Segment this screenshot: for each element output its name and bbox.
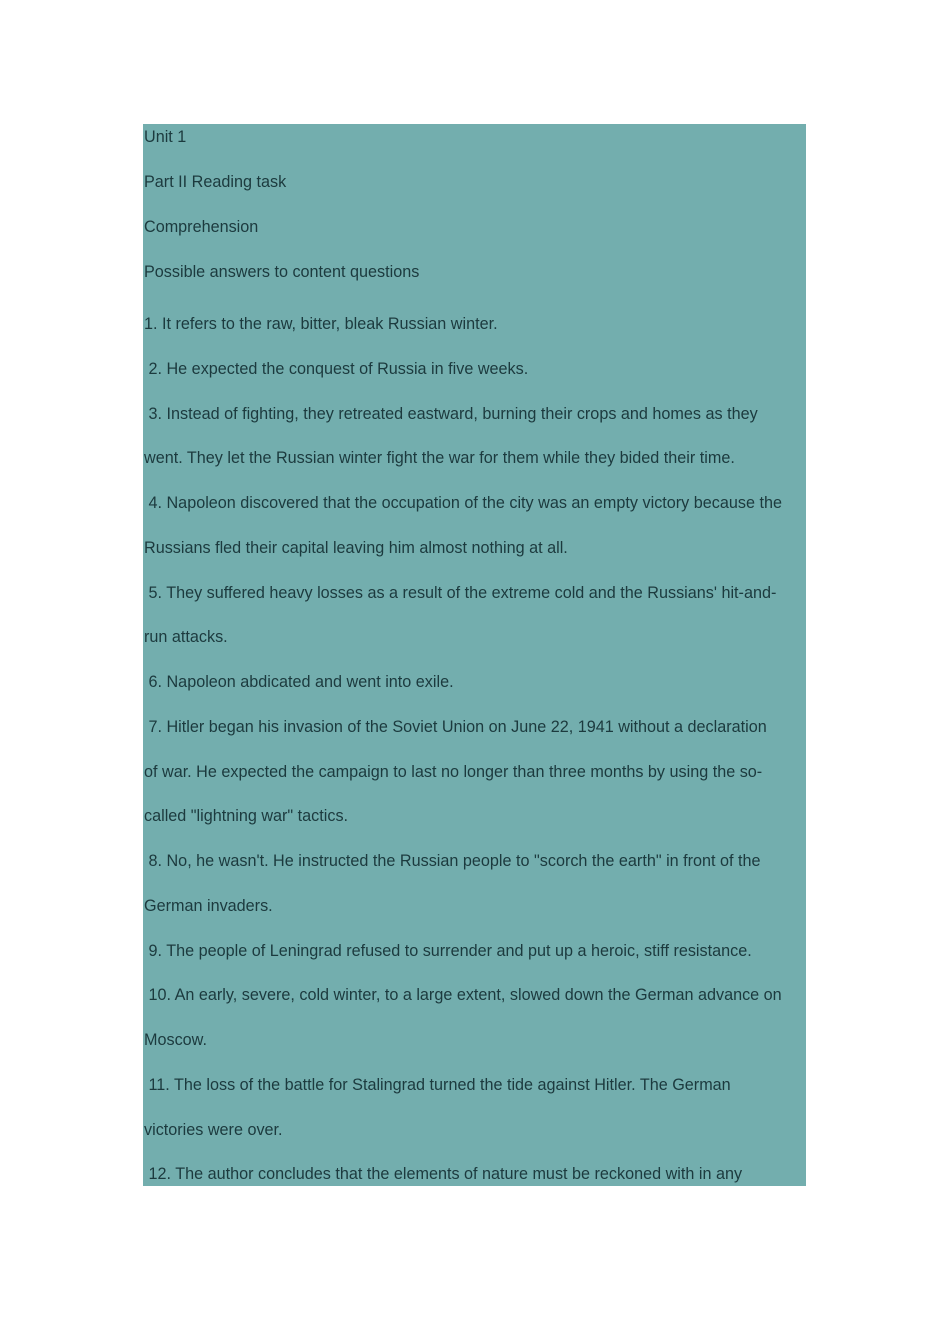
answer-8-line-1: 8. No, he wasn't. He instructed the Russian people to "scorch the earth" in front of the [144,852,761,870]
answer-4-line-1: 4. Napoleon discovered that the occupation of the city was an empty victory because the [144,494,782,512]
answer-9: 9. The people of Leningrad refused to surrender and put up a heroic, stiff resistance. [144,942,752,960]
subsection-title: Possible answers to content questions [144,263,420,281]
answer-7-line-3: called "lightning war" tactics. [144,807,349,825]
answer-7-line-2: of war. He expected the campaign to last no longer than three months by using the so- [144,763,763,781]
answer-12-line-1: 12. The author concludes that the elements of nature must be reckoned with in any [144,1165,743,1183]
answer-8-line-2: German invaders. [144,897,273,915]
answer-1: 1. It refers to the raw, bitter, bleak Russian winter. [144,315,498,333]
answer-2: 2. He expected the conquest of Russia in five weeks. [144,360,529,378]
unit-title: Unit 1 [144,128,187,146]
part-title: Part II Reading task [144,173,287,191]
answer-3-line-2: went. They let the Russian winter fight the war for them while they bided their time. [144,449,735,467]
answer-3-line-1: 3. Instead of fighting, they retreated eastward, burning their crops and homes as they [144,405,758,423]
answer-11-line-1: 11. The loss of the battle for Stalingrad turned the tide against Hitler. The German [144,1076,731,1094]
highlighted-text-block [143,124,806,1186]
section-title: Comprehension [144,218,259,236]
answer-5-line-2: run attacks. [144,628,228,646]
answer-10-line-2: Moscow. [144,1031,207,1049]
answer-6: 6. Napoleon abdicated and went into exile. [144,673,454,691]
answer-4-line-2: Russians fled their capital leaving him almost nothing at all. [144,539,568,557]
answer-7-line-1: 7. Hitler began his invasion of the Soviet Union on June 22, 1941 without a declaration [144,718,767,736]
answer-5-line-1: 5. They suffered heavy losses as a result of the extreme cold and the Russians' hit-and- [144,584,777,602]
answer-10-line-1: 10. An early, severe, cold winter, to a large extent, slowed down the German advance on [144,986,782,1004]
answer-11-line-2: victories were over. [144,1121,283,1139]
